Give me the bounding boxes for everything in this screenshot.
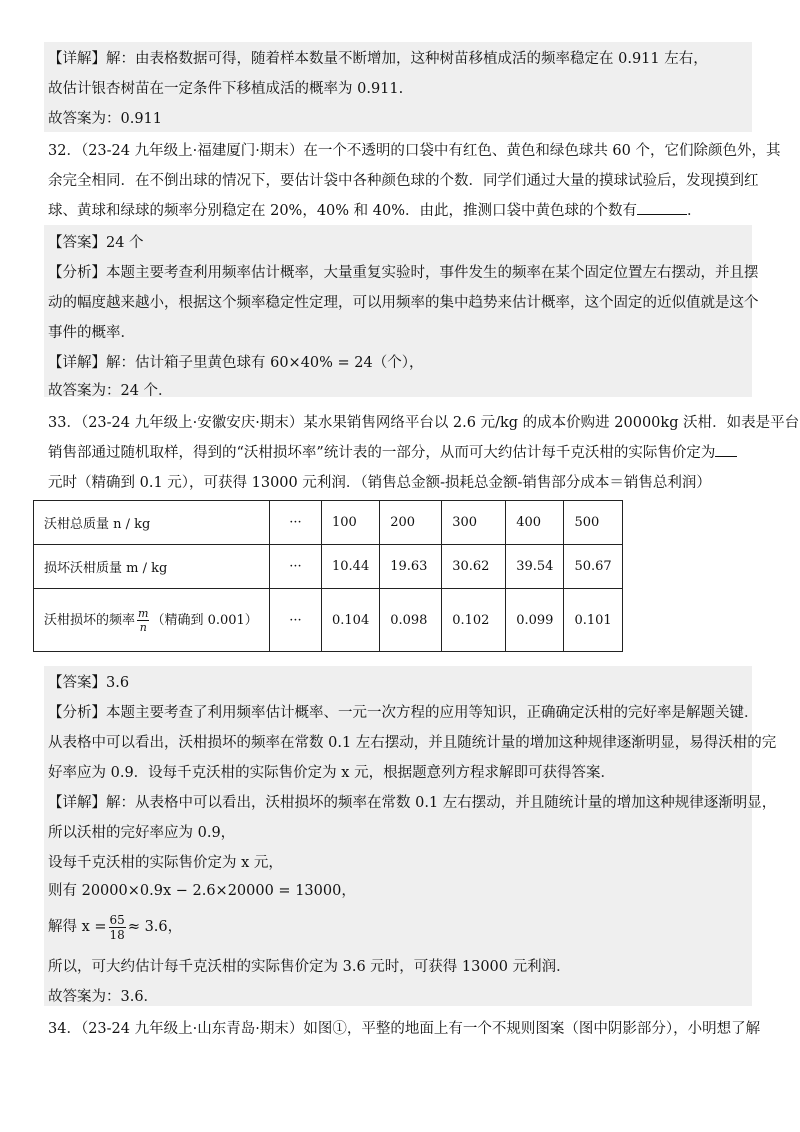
answer-blank — [637, 200, 687, 215]
question-33-line3: 元时（精确到 0.1 元），可获得 13000 元利润．（销售总金额-损耗总金额-销售部分成本＝销售总利润） — [48, 475, 711, 491]
analysis-33-line3: 好率应为 0.9．设每千克沃柑的实际售价定为 x 元，根据题意列方程求解即可获得答案． — [48, 765, 616, 781]
table-cell: 19.63 — [380, 545, 442, 589]
question-33-line1: 33．（23-24 九年级上·安徽安庆·期末）某水果销售网络平台以 2.6 元/kg 的成本价购进 20000kg 沃柑．如表是平台 — [48, 415, 800, 431]
table-cell: 300 — [442, 501, 506, 545]
table-row-label: 损坏沃柑质量 m / kg — [34, 545, 270, 589]
table-row — [34, 589, 623, 652]
detail-33-line1: 【详解】解：从表格中可以看出，沃柑损坏的频率在常数 0.1 左右摆动，并且随统计量的增加这种规律逐渐明显， — [48, 795, 777, 811]
question-32-end: ． — [687, 203, 702, 219]
label-note: （精确到 0.001） — [151, 612, 258, 628]
table-row — [34, 501, 623, 545]
question-32-line3 — [48, 200, 702, 222]
detail-33-line3: 设每千克沃柑的实际售价定为 x 元， — [48, 855, 283, 871]
table-cell: 39.54 — [506, 545, 564, 589]
table-row — [34, 545, 623, 589]
analysis-32-line2: 动的幅度越来越小，根据这个频率稳定性定理，可以用频率的集中趋势来估计概率，这个固定的近似值就是这个 — [48, 295, 759, 311]
fraction-denominator: n — [139, 620, 147, 634]
detail-33-line4: 则有 20000×0.9x − 2.6×20000 = 13000， — [48, 883, 356, 899]
question-33-line2 — [48, 442, 737, 464]
fraction-numerator: m — [138, 606, 149, 620]
table-cell: 0.102 — [442, 589, 506, 652]
fraction-65-over-18 — [109, 913, 126, 942]
fraction-denominator: 18 — [109, 927, 125, 942]
detail-31-line3: 故答案为：0.911 — [48, 111, 163, 127]
ellipsis-cell: ··· — [270, 501, 322, 545]
table-cell: 50.67 — [564, 545, 622, 589]
table-row-label: 沃柑总质量 n / kg — [34, 501, 270, 545]
question-32-line2: 余完全相同．在不倒出球的情况下，要估计袋中各种颜色球的个数．同学们通过大量的摸球试验后，发现摸到红 — [48, 173, 759, 189]
solve-result: ≈ 3.6， — [127, 919, 183, 935]
question-33-text: 销售部通过随机取样，得到的“沃柑损坏率”统计表的一部分，从而可大约估计每千克沃柑的实际售价定为 — [48, 445, 716, 461]
table-cell: 30.62 — [442, 545, 506, 589]
analysis-33-line2: 从表格中可以看出，沃柑损坏的频率在常数 0.1 左右摆动，并且随统计量的增加这种规律逐渐明显，易得沃柑的完 — [48, 735, 777, 751]
table-cell: 0.101 — [564, 589, 622, 652]
table-row-label — [34, 589, 270, 652]
detail-33-line6: 所以，可大约估计每千克沃柑的实际售价定为 3.6 元时，可获得 13000 元利润． — [48, 959, 571, 975]
table-cell: 0.098 — [380, 589, 442, 652]
detail-33-line2: 所以沃柑的完好率应为 0.9， — [48, 825, 236, 841]
data-table — [33, 500, 623, 652]
question-32-text: 球、黄球和绿球的频率分别稳定在 20%，40% 和 40%．由此，推测口袋中黄色球的个数有 — [48, 203, 638, 219]
table-cell: 200 — [380, 501, 442, 545]
solve-prefix: 解得 x = — [48, 919, 107, 935]
ellipsis-cell: ··· — [270, 545, 322, 589]
label-text: 沃柑损坏的频率 — [44, 612, 136, 628]
table-cell: 0.099 — [506, 589, 564, 652]
detail-33-line7: 故答案为：3.6． — [48, 989, 159, 1005]
analysis-32-line3: 事件的概率． — [48, 325, 135, 341]
analysis-32-line1: 【分析】本题主要考查利用频率估计概率，大量重复实验时，事件发生的频率在某个固定位置左右摆动，并且摆 — [48, 265, 759, 281]
question-34-line1: 34．（23-24 九年级上·山东青岛·期末）如图①，平整的地面上有一个不规则图案（图中阴影部分），小明想了解 — [48, 1021, 761, 1037]
fraction-numerator: 65 — [109, 912, 125, 927]
detail-33-line5 — [48, 910, 182, 944]
answer-blank — [715, 442, 737, 457]
question-32-line1: 32．（23-24 九年级上·福建厦门·期末）在一个不透明的口袋中有红色、黄色和绿色球共 60 个，它们除颜色外，其 — [48, 143, 781, 159]
table-cell: 100 — [322, 501, 380, 545]
fraction-m-over-n — [137, 607, 149, 634]
detail-32-line2: 故答案为：24 个． — [48, 383, 173, 399]
analysis-33-line1: 【分析】本题主要考查了利用频率估计概率、一元一次方程的应用等知识，正确确定沃柑的完好率是解题关键． — [48, 705, 759, 721]
answer-32: 【答案】24 个 — [48, 235, 144, 251]
table-cell: 500 — [564, 501, 622, 545]
detail-31-line1: 【详解】解：由表格数据可得，随着样本数量不断增加，这种树苗移植成活的频率稳定在 0.911 左右， — [48, 51, 708, 67]
table-cell: 10.44 — [322, 545, 380, 589]
ellipsis-cell: ··· — [270, 589, 322, 652]
table-cell: 400 — [506, 501, 564, 545]
table-cell: 0.104 — [322, 589, 380, 652]
detail-31-line2: 故估计银杏树苗在一定条件下移植成活的概率为 0.911. — [48, 81, 404, 97]
answer-33: 【答案】3.6 — [48, 675, 130, 691]
detail-32-line1: 【详解】解：估计箱子里黄色球有 60×40% = 24（个）， — [48, 355, 424, 371]
